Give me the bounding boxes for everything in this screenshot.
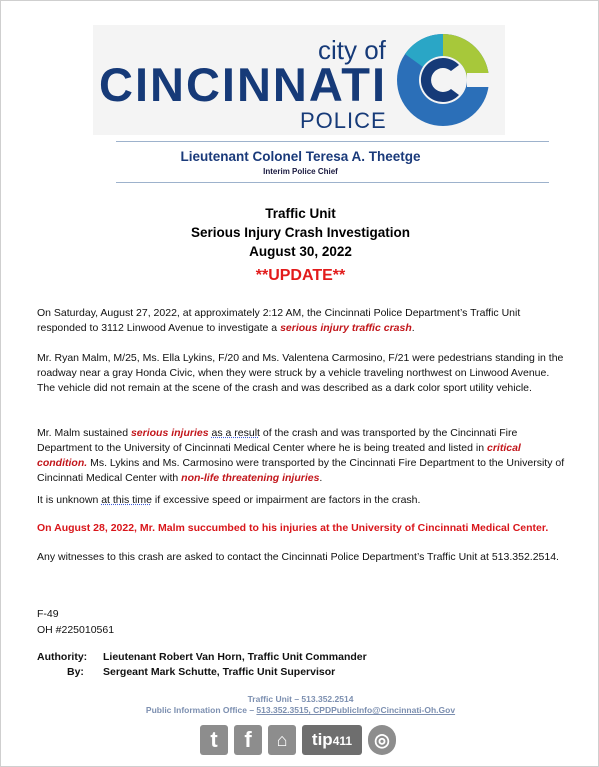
- facebook-icon[interactable]: f: [234, 725, 262, 755]
- paragraph-factors: [37, 493, 567, 508]
- chief-title: Interim Police Chief: [263, 167, 338, 176]
- footer-traffic-unit: Traffic Unit – 513.352.2514: [247, 694, 354, 704]
- paragraph-incident: [37, 306, 567, 336]
- tip-label: tip: [311, 730, 333, 749]
- p3-emphasis-nonlife: non-life threatening injuries: [181, 472, 320, 484]
- p4-text-a: It is unknown: [37, 494, 102, 506]
- authority-name: Lieutenant Robert Van Horn, Traffic Unit Commander: [103, 651, 367, 663]
- by-label: By:: [67, 666, 84, 678]
- logo-police: POLICE: [300, 108, 387, 133]
- p4-text-b: if excessive speed or impairment are factors in the crash.: [151, 494, 421, 506]
- paragraph-update-death: On August 28, 2022, Mr. Malm succumbed to his injuries at the University of Cincinnati Medical Center.: [37, 522, 549, 534]
- footer-pio-label: Public Information Office –: [145, 705, 257, 715]
- footer-pio: [1, 705, 599, 715]
- cincinnati-police-logo: [93, 25, 505, 135]
- p3-text-d: Ms. Lykins and Ms. Carmosino were transported by the Cincinnati Fire Department to the University of Cincinnati Medical Center with: [37, 457, 565, 484]
- p1-text-b: .: [411, 322, 415, 334]
- by-name: Sergeant Mark Schutte, Traffic Unit Supervisor: [103, 666, 336, 678]
- p3-text-c: of the crash and was transported by the Cincinnati Fire Department to the University of Cincinnati Medical Center where he is being treated and listed in: [37, 427, 518, 454]
- form-number: F-49: [37, 608, 59, 620]
- report-number: OH #225010561: [37, 624, 115, 636]
- paragraph-victims: Mr. Ryan Malm, M/25, Ms. Ella Lykins, F/20 and Ms. Valentena Carmosino, F/21 were pedestrians standing in the roadway near a gray Honda Civic, when they were struck by a vehicle traveling northwest on Linwood Avenue. The vehicle did not remain at the scene of the crash and was described as a dark color sport utility vehicle.: [37, 352, 564, 394]
- header-rule-top: [116, 141, 549, 142]
- p3-emphasis-critical: critical condition.: [37, 442, 521, 469]
- tip-number: 411: [332, 734, 353, 748]
- nextdoor-icon[interactable]: ⌂: [268, 725, 296, 755]
- update-banner: **UPDATE**: [255, 267, 346, 284]
- p3-text-a: Mr. Malm sustained: [37, 427, 131, 439]
- badge-circle-icon[interactable]: ◎: [368, 725, 396, 755]
- logo-city-of: city of: [318, 35, 386, 65]
- p1-emphasis: serious injury traffic crash: [280, 322, 412, 334]
- twitter-icon[interactable]: t: [200, 725, 228, 755]
- tip411-icon[interactable]: [302, 725, 362, 755]
- authority-label: Authority:: [37, 651, 88, 663]
- heading-date: August 30, 2022: [249, 244, 352, 259]
- logo-cincinnati: CINCINNATI: [99, 58, 388, 111]
- heading-unit: Traffic Unit: [265, 206, 336, 221]
- p3-emphasis-serious: serious injuries: [130, 427, 209, 439]
- p1-text-a: On Saturday, August 27, 2022, at approximately 2:12 AM, the Cincinnati Police Department’s Traffic Unit responded to 3112 Linwood Avenue to investigate a: [37, 307, 521, 334]
- chief-name: Lieutenant Colonel Teresa A. Theetge: [180, 149, 421, 164]
- p4-underlined-phrase: at this time: [101, 494, 152, 506]
- p3-text-e: .: [319, 472, 323, 484]
- paragraph-witnesses: Any witnesses to this crash are asked to contact the Cincinnati Police Department’s Traffic Unit at 513.352.2514.: [37, 551, 559, 563]
- heading-subject: Serious Injury Crash Investigation: [190, 225, 411, 240]
- p3-underlined-phrase: as a result: [211, 427, 260, 439]
- footer-pio-link[interactable]: 513.352.3515, CPDPublicInfo@Cincinnati-Oh.Gov: [256, 705, 456, 715]
- header-rule-bottom: [116, 182, 549, 183]
- paragraph-injuries: [37, 426, 567, 486]
- logo-c-swirl-icon: [385, 29, 501, 131]
